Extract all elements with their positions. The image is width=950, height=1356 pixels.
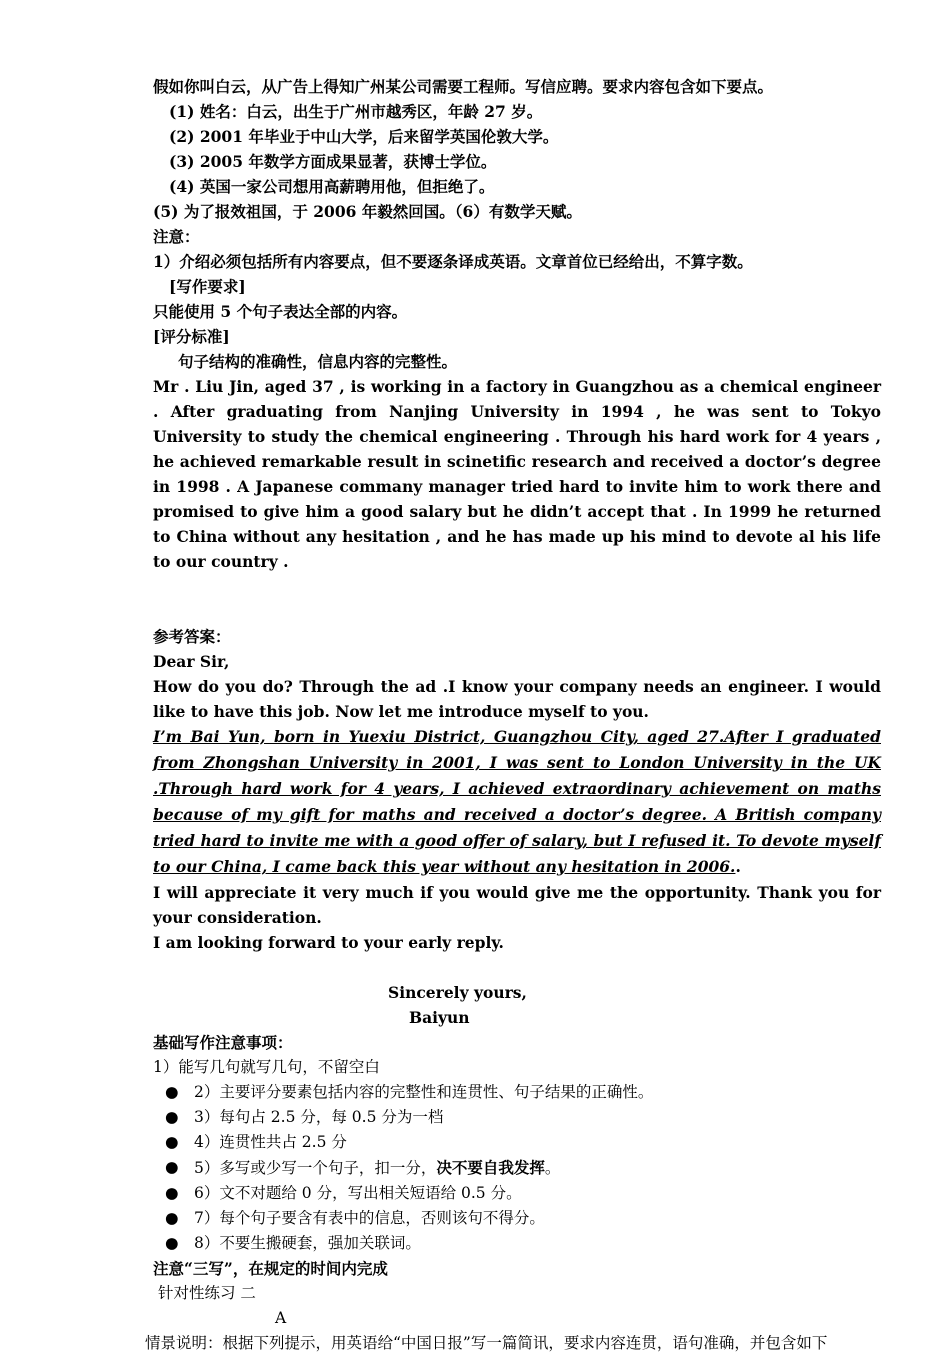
requirement-text: 只能使用 5 个句子表达全部的内容。 <box>153 302 408 321</box>
task-point-4: (4) 英国一家公司想用高薪聘用他，但拒绝了。 <box>169 177 495 196</box>
basics-rule-list <box>153 1080 881 1256</box>
rule-text: 2）主要评分要素包括内容的完整性和连贯性、句子结果的正确性。 <box>194 1083 654 1101</box>
basics-rule-7 <box>153 1206 881 1231</box>
task-intro: 假如你叫白云，从广告上得知广州某公司需要工程师。写信应聘。要求内容包含如下要点。 <box>153 77 774 96</box>
basics-rule-3 <box>153 1105 881 1130</box>
criteria-text: 句子结构的准确性，信息内容的完整性。 <box>178 352 458 371</box>
letter-opening: How do you do? Through the ad .I know your company needs an engineer. I would like to have this job. Now let me introduce myself to you. <box>153 677 881 721</box>
letter-signature: Baiyun <box>409 1008 470 1027</box>
bullet-icon: ● <box>165 1133 179 1151</box>
letter-appreciate: I will appreciate it very much if you would give me the opportunity. Thank you for your consideration. <box>153 883 881 927</box>
basics-rule-2 <box>153 1080 881 1105</box>
task-point-2: (2) 2001 年毕业于中山大学，后来留学英国伦敦大学。 <box>169 127 559 146</box>
rule-text: 6）文不对题给 0 分，写出相关短语给 0.5 分。 <box>194 1184 522 1202</box>
rule-emphasis: 决不要自我发挥 <box>436 1158 545 1177</box>
section-a-label: A <box>275 1309 287 1327</box>
letter-closing: Sincerely yours, <box>388 983 527 1002</box>
bullet-icon: ● <box>165 1234 179 1252</box>
rule-text: 8）不要生搬硬套，强加关联词。 <box>194 1234 421 1252</box>
basics-rule-6 <box>153 1181 881 1206</box>
scenario-text: 情景说明：根据下列提示，用英语给“中国日报”写一篇简讯，要求内容连贯，语句准确，并包含如下 <box>145 1334 828 1352</box>
rule-text: 4）连贯性共占 2.5 分 <box>194 1133 347 1151</box>
bullet-icon: ● <box>165 1184 179 1202</box>
sample-paragraph: Mr . Liu Jin, aged 37 , is working in a factory in Guangzhou as a chemical engineer . After graduating from Nanjing University in 1994 , he was sent to Tokyo University to study the chemical engineering . Through his hard work for 4 years , he achieved remarkable result in scinetific research and received a doctor’s degree in 1998 . A Japanese commany manager tried hard to invite him to work there and promised to give him a good salary but he didn’t accept that . In 1999 he returned to China without any hesitation , and he has made up his mind to devote al his life to our country . <box>153 377 881 571</box>
bullet-icon: ● <box>165 1209 179 1227</box>
note-title: 注意： <box>153 227 200 246</box>
task-point-1: (1) 姓名：白云，出生于广州市越秀区，年龄 27 岁。 <box>169 102 543 121</box>
bullet-icon: ● <box>165 1108 179 1126</box>
rule-text: 5）多写或少写一个句子，扣一分， <box>194 1159 437 1177</box>
document-content <box>145 74 881 1356</box>
bullet-icon: ● <box>165 1083 179 1101</box>
task-point-3: (3) 2005 年数学方面成果显著，获博士学位。 <box>169 152 497 171</box>
rule-text: 3）每句占 2.5 分，每 0.5 分为一档 <box>194 1108 444 1126</box>
bullet-icon: ● <box>165 1158 179 1176</box>
basics-title: 基础写作注意事项： <box>153 1033 293 1052</box>
letter-body-tail: . <box>735 857 741 876</box>
three-writes-note: 注意“三写”，在规定的时间内完成 <box>153 1259 388 1278</box>
basics-rule-8 <box>153 1231 881 1256</box>
practice-title: 针对性练习 二 <box>158 1284 256 1302</box>
answer-title: 参考答案： <box>153 627 231 646</box>
note-item-1: 1）介绍必须包括所有内容要点，但不要逐条译成英语。文章首位已经给出，不算字数。 <box>153 252 753 271</box>
letter-body-paragraph <box>153 724 881 880</box>
letter-body: I’m Bai Yun, born in Yuexiu District, Guangzhou City, aged 27.After I graduated from Zhongshan University in 2001, I was sent to London University in the UK .Through hard work for 4 years, I achieved extraordinary achievement on maths because of my gift for maths and received a doctor’s degree. A British company tried hard to invite me with a good offer of salary, but I refused it. To devote myself to our China, I came back this year without any hesitation in 2006. <box>153 727 881 876</box>
criteria-title: [评分标准] <box>153 327 230 346</box>
basics-rule-5 <box>153 1155 881 1181</box>
letter-salutation: Dear Sir, <box>153 652 230 671</box>
basics-rule-4 <box>153 1130 881 1155</box>
letter-forward: I am looking forward to your early reply. <box>153 933 504 952</box>
rule-text-end: 。 <box>544 1159 561 1177</box>
requirement-title: [写作要求] <box>169 277 246 296</box>
task-point-5: (5) 为了报效祖国，于 2006 年毅然回国。（6）有数学天赋。 <box>153 202 582 221</box>
basics-rule-1: 1）能写几句就写几句，不留空白 <box>153 1058 380 1076</box>
rule-text: 7）每个句子要含有表中的信息，否则该句不得分。 <box>194 1209 545 1227</box>
